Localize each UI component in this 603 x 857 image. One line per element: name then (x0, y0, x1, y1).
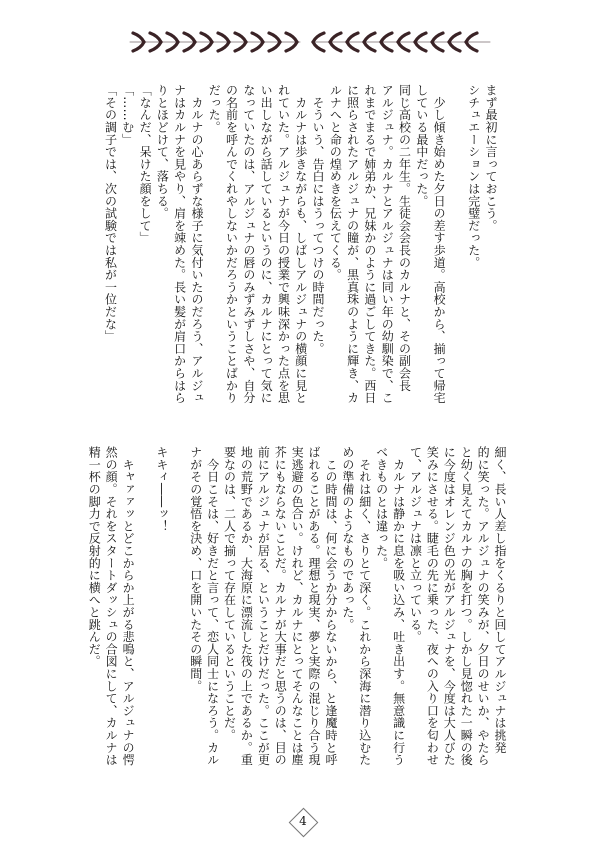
text-line: の名前を呼んでくれやしないかだろうかということばかり (224, 84, 239, 404)
text-line: そういう、告白にはうってつけの時間だった。 (311, 84, 326, 355)
text-line: 要なのは、二人で揃って存在しているということだ。 (222, 446, 237, 742)
text-line: カルナは静かに息を吸い込み、吐き出す。無意識に行う (391, 446, 406, 766)
text-block-top (101, 84, 499, 434)
text-line: 前にアルジュナが居る、ということだけだった。ここが更 (256, 446, 271, 766)
text-line: 実逃避の色合い。けれど、カルナにとってそんなことは塵 (290, 446, 305, 766)
text-line (447, 84, 464, 434)
text-line: れまでまるで姉弟か、兄妹かのように過ごしてきた。西日 (362, 84, 377, 404)
text-line: 笑みにさせる。睫毛の先に乗った、夜への入り口を匂わせ (425, 446, 440, 766)
text-line: 芥にもならないことだ。カルナが大事だと思うのは、目の (273, 446, 288, 766)
text-line: 少し傾き始めた夕日の差す歩道。高校から、揃って帰宅 (432, 84, 447, 404)
text-line: 「……む」 (120, 84, 135, 146)
text-line: 精一杯の脚力で反射的に横へと跳んだ。 (87, 446, 102, 668)
text-line: アルジュナ。カルナとアルジュナは同い年の幼馴染で、こ (380, 84, 395, 404)
text-line: 「その調子では、次の試験では私が一位だな」 (103, 84, 118, 343)
text-line (136, 446, 153, 796)
text-line: い出しながら話しているというのに、カルナにとって気に (259, 84, 274, 404)
page-number (289, 808, 317, 836)
text-line: キャァァッとどこからか上がる悲鳴と、アルジュナの愕 (121, 446, 136, 766)
text-line: れていた。アルジュナが今日の授業で興味深かった点を思 (276, 84, 291, 404)
page-number-text: 4 (299, 814, 307, 828)
text-line: ナはカルナを見やり、肩を竦めた。長い髪が肩口からはら (172, 84, 187, 404)
text-line: だった。 (207, 84, 222, 134)
leaf-ornament-icon (115, 22, 495, 62)
text-line: なっていたのは、アルジュナの唇のみずみずしさや、自分 (241, 84, 256, 404)
text-line: この時間は、何に会うか分からないから、と逢魔時と呼 (323, 446, 338, 766)
text-line: と幼く見えてカルナの胸を打つ。しかし見惚れた一瞬の後 (459, 446, 474, 766)
text-block-bottom (85, 446, 508, 796)
text-line: に照らされたアルジュナの瞳が、黒真珠のように輝き、カ (345, 84, 360, 404)
text-line: に今度はオレンジ色の光がアルジュナを、今度は大人びた (442, 446, 457, 766)
text-line: カルナは歩きながらも、しばしアルジュナの横顔に見と (293, 84, 308, 404)
text-line: ばれることがある。理想と現実、夢と実際の混じり合う現 (307, 446, 322, 766)
text-line: 地の荒野であるか、大海原に漂流した筏の上であるか。重 (239, 446, 254, 766)
text-line: している最中だった。 (414, 84, 429, 207)
text-line: まず最初に言っておこう。 (484, 84, 498, 232)
text-line: シチュエーションは完璧だった。 (466, 84, 481, 269)
text-line: て、アルジュナは凛と立っている。 (408, 446, 423, 643)
text-line: ルナへと命の煌めきを伝えてくる。 (328, 84, 343, 281)
text-line: 今日こそは、好きだと言って、恋人同士になろう。カル (205, 446, 220, 766)
text-line: 「なんだ、呆けた顔をして」 (138, 84, 153, 244)
text-line: カルナの心あらずな様子に気付いたのだろう、アルジュ (189, 84, 204, 404)
text-line: 然の顔。それをスタートダッシュの合図にして、カルナは (104, 446, 119, 766)
text-line: キキィ――ッ！ (154, 446, 169, 533)
text-line: 的に笑った。アルジュナの笑みが、夕日のせいか、やたら (476, 446, 491, 766)
text-line (170, 446, 187, 796)
text-line: それは細く、さりとて深く。これから深海に潜り込むた (357, 446, 372, 766)
text-line: りとほどけて、落ちる。 (155, 84, 170, 220)
text-line: 細く、長い人差し指をくるりと回してアルジュナは挑発 (493, 446, 507, 754)
text-line: べきものとは違った。 (374, 446, 389, 569)
text-line: めの準備のようなものであった。 (340, 446, 355, 631)
text-line: 同じ高校の二年生。生徒会会長のカルナと、その副会長 (397, 84, 412, 392)
text-line: ナがその覚悟を決め、口を開いたその瞬間。 (188, 446, 203, 692)
